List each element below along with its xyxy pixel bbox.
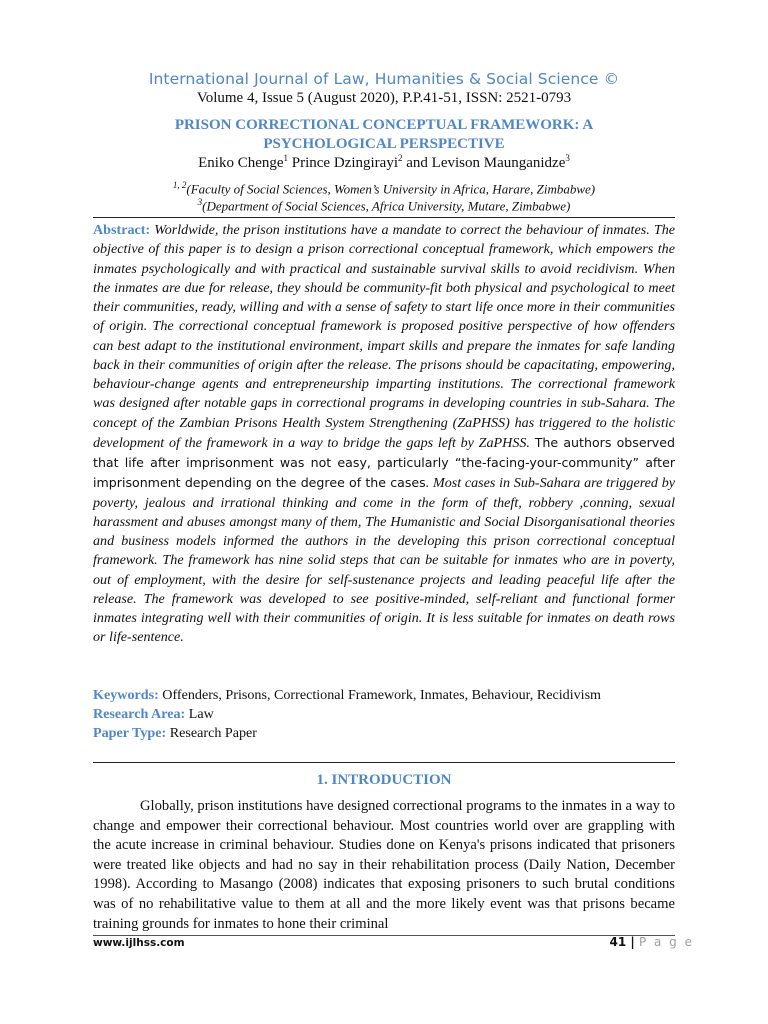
author-superscript: 3: [565, 153, 570, 163]
author-joiner: and: [406, 155, 428, 171]
abstract-text-part-2: The authors observed that life after imprisonment was not easy, particularly “the-facing-your-community” after imprisonment depending on the degree of the cases: [93, 434, 675, 491]
keywords-label: Keywords:: [93, 687, 159, 703]
affiliation-text: (Department of Social Sciences, Africa University, Mutare, Zimbabwe): [202, 198, 571, 214]
affiliation-2: [0, 197, 768, 214]
section-heading: 1. INTRODUCTION: [316, 772, 452, 788]
affiliation-text: (Faculty of Social Sciences, Women’s University in Africa, Harare, Zimbabwe): [186, 181, 596, 197]
paper-title-line-1: PRISON CORRECTIONAL CONCEPTUAL FRAMEWORK: A: [174, 117, 594, 133]
paper-type-line: [93, 724, 675, 743]
journal-title: International Journal of Law, Humanities & Social Science ©: [148, 70, 620, 88]
author-superscript: 2: [397, 153, 403, 163]
paper-type-label: Paper Type:: [93, 725, 167, 741]
research-area-value: Law: [185, 706, 214, 722]
abstract-text-part-3: . Most cases in Sub-Sahara are triggered by poverty, jealous and irrational thinking and come in the form of theft, robbery ,conning, sexual harassment and abuses amongst many of them, The Humanistic and Social Disorganisational theories and business models informed the authors in the developing this prison correctional conceptual framework. The framework has nine solid steps that can be suitable for inmates who are in poverty, out of employment, with the desire for self-sustenance projects and leading peaceful life after the release. The framework was developed to see positive-minded, self-reliant and functional former inmates integrating well with their communities of origin. It is less suitable for inmates on death rows or life-sentence.: [93, 475, 675, 646]
section-divider: [93, 762, 675, 763]
abstract-text-part-1: Worldwide, the prison institutions have a mandate to correct the behaviour of inmates. The objective of this paper is to design a prison correctional conceptual framework, which empowers the inmates psychologically and with practical and sustainable survival skills to avoid recidivism. When the inmates are due for release, they should be community-fit both physical and psychological to meet their communities, ready, willing and with a sense of safety to start life once more in their communities of origin. The correctional conceptual framework is proposed positive perspective of how offenders can best adapt to the institutional environment, impart skills and prepare the inmates for safe landing back in their communities of origin after the release. The prisons should be capacitating, empowering, behaviour-change agents and entrepreneurship imparting institutions. The correctional framework was designed after notable gaps in correctional programs in developing countries in sub-Sahara. The concept of the Zambian Prisons Health System Strengthening (ZaPHSS) has triggered to the holistic development of the framework in a way to bridge the gaps left by ZaPHSS.: [93, 222, 675, 451]
introduction-body: [93, 797, 675, 934]
research-area-label: Research Area:: [93, 706, 186, 722]
paper-title-line-2: PSYCHOLOGICAL PERSPECTIVE: [263, 136, 505, 152]
footer-page-indicator: [610, 935, 695, 949]
affiliation-superscript: 1, 2: [172, 180, 187, 190]
page-number: 41: [609, 935, 627, 949]
keywords-value: Offenders, Prisons, Correctional Framework, Inmates, Behaviour, Recidivism: [158, 687, 602, 703]
introduction-paragraph: Globally, prison institutions have designed correctional programs to the inmates in a way to change and empower their correctional behaviour. Most countries world over are grappling with the acute increase in criminal behaviour. Studies done on Kenya's prisons indicated that prisoners were treated like objects and had no say in their rehabilitation process (Daily Nation, December 1998). According to Masango (2008) indicates that exposing prisoners to such brutal conditions was of no rehabilitative value to them at all and the more likely event was that prisons became training grounds for inmates to hone their criminal: [93, 798, 675, 932]
author-name: Eniko Chenge: [198, 155, 284, 171]
research-area-line: [93, 705, 675, 724]
paper-title: [80, 116, 688, 154]
paper-type-value: Research Paper: [166, 725, 258, 741]
author-list: [0, 153, 768, 172]
author-name: Prince Dzingirayi: [291, 155, 398, 171]
footer-rule: [93, 935, 675, 936]
volume-issue-line: Volume 4, Issue 5 (August 2020), P.P.41-51, ISSN: 2521-0793: [196, 90, 572, 106]
footer-website-link[interactable]: www.ijlhss.com: [93, 937, 185, 949]
abstract-label: Abstract:: [93, 222, 151, 238]
affiliation-superscript: 3: [197, 197, 203, 207]
abstract-top-rule: [93, 217, 675, 218]
abstract-block: [93, 221, 675, 648]
affiliation-1: [0, 180, 768, 197]
keywords-line: [93, 686, 675, 705]
author-superscript: 1: [283, 153, 289, 163]
author-name: Levison Maunganidze: [431, 155, 566, 171]
page-word: P a g e: [638, 935, 694, 949]
page-separator: |: [626, 935, 639, 949]
